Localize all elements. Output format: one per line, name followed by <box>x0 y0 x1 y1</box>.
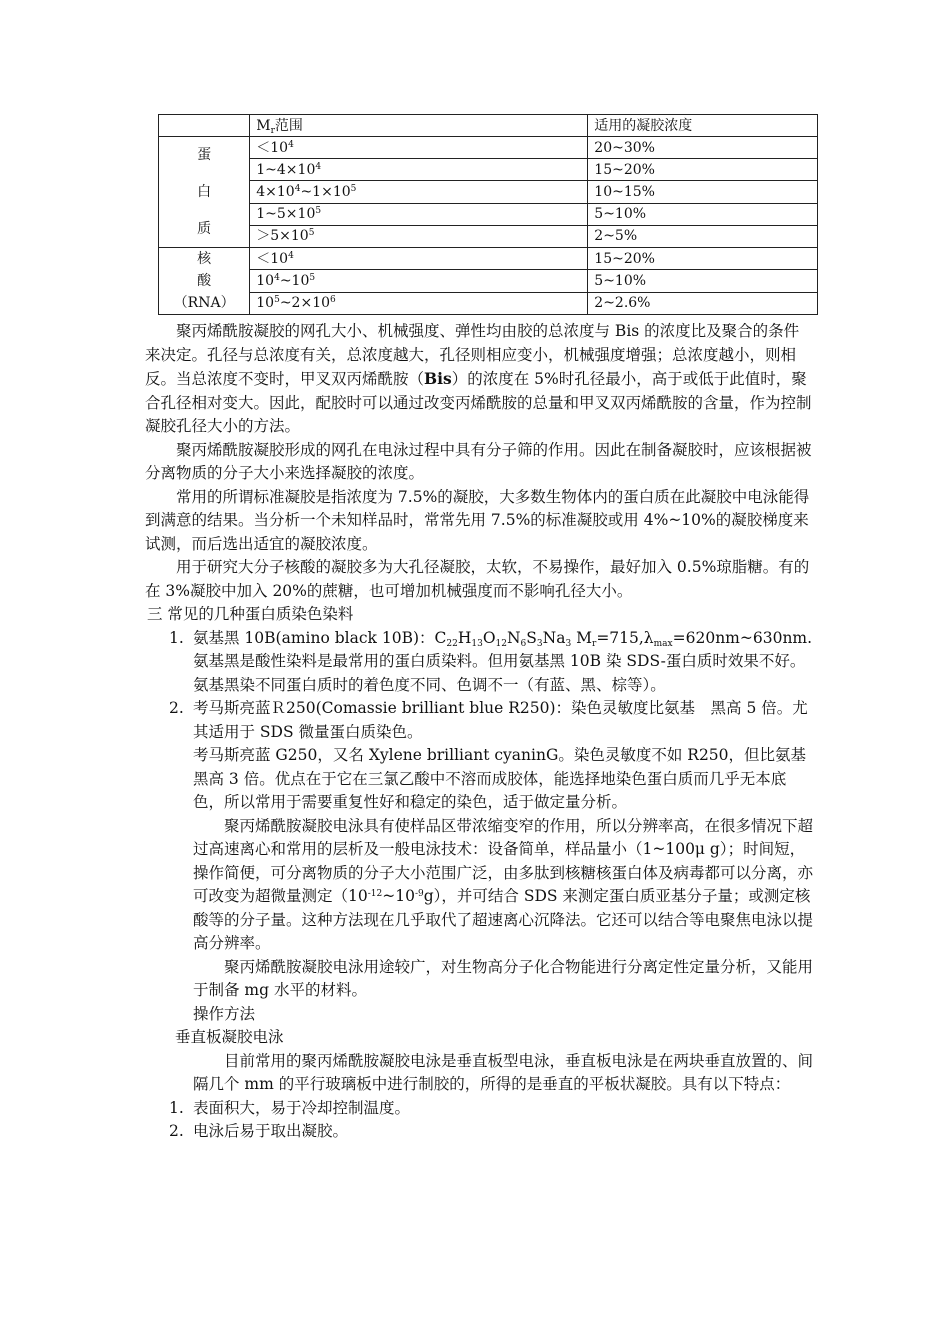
list-item-coomassie-r250 <box>145 697 813 744</box>
section-heading-staining-dyes: 三 常见的几种蛋白质染色染料 <box>147 605 354 623</box>
protein-label-char: 质 <box>197 220 212 237</box>
list-text: 电泳后易于取出凝胶。 <box>193 1122 349 1140</box>
formula-element: M <box>571 628 592 647</box>
range-text: 10 <box>256 272 275 289</box>
table-cell-concentration: 20~30% <box>588 137 818 159</box>
heading-vertical-gel: 垂直板凝胶电泳 <box>175 1028 284 1046</box>
formula-subscript: 6 <box>520 638 527 649</box>
formula-subscript: 12 <box>495 638 507 649</box>
header-cell-empty <box>159 115 250 137</box>
protein-label-char: 蛋 <box>197 147 212 164</box>
paragraph-vertical-slab: 目前常用的聚丙烯酰胺凝胶电泳是垂直板型电泳，垂直板电泳是在两块垂直放置的、间隔几个 mm 的平行玻璃板中进行制胶的，所得的是垂直的平板状凝胶。具有以下特点： <box>193 1051 814 1093</box>
range-exponent: 4 <box>288 250 294 261</box>
lambda-max-subscript: max <box>653 638 673 649</box>
table-cell-range <box>250 181 588 203</box>
table-cell-range <box>250 292 588 314</box>
na-label-char: （RNA） <box>173 295 235 311</box>
formula-text: =715,λ <box>596 628 654 647</box>
na-label-char: 核 <box>197 251 212 267</box>
table-row <box>159 181 818 203</box>
paragraph-text: 聚丙烯酰胺凝胶的网孔大小、机械强度、弹性均由胶的总浓度与 Bis 的浓度比及聚合的条件来决定。孔径与总浓度有关，总浓度越大，孔径则相应变小，机械强度增强；总浓度越小，则相反。当总浓度不变时，甲叉双丙烯酰胺（ <box>145 322 800 388</box>
list-number: 1. <box>169 1098 184 1117</box>
list-item-feature-1 <box>145 1097 813 1121</box>
table-cell-range <box>250 270 588 292</box>
paragraph-coomassie-g250: 考马斯亮蓝 G250，又名 Xylene brilliant cyaninG。染色灵敏度不如 R250，但比氨基黑高 3 倍。优点在于它在三氯乙酸中不溶而成胶体，能选择地染色蛋白质而几乎无本底色，所以常用于需要重复性好和稳定的染色，适于做定量分析。 <box>193 746 807 811</box>
range-exponent: 4 <box>274 272 280 283</box>
table-cell-range <box>250 203 588 225</box>
table-cell-concentration: 2~2.6% <box>588 292 818 314</box>
range-text: ~2×10 <box>279 295 331 312</box>
list-number: 2. <box>169 1122 184 1140</box>
list-item-feature-2 <box>145 1120 813 1144</box>
range-exponent: 4 <box>315 161 322 172</box>
paragraph-text: g），并可结合 SDS 来测定蛋白质亚基分子量；或测定核酸等的分子量。这种方法现在几乎取代了超速离心沉降法。它还可以结合等电聚焦电泳以提高分辨率。 <box>193 887 814 952</box>
gel-concentration-table <box>158 114 818 315</box>
table-cell-range <box>250 137 588 159</box>
list-text: 氨基黑 10B(amino black 10B)：C <box>193 628 447 647</box>
table-cell-range <box>250 225 588 247</box>
range-exponent: 4 <box>294 183 301 194</box>
range-text: ＜10 <box>256 250 289 267</box>
paragraph-nucleic-acid-gel: 用于研究大分子核酸的凝胶多为大孔径凝胶，太软，不易操作，最好加入 0.5%琼脂糖。有的在 3%凝胶中加入 20%的蔗糖，也可增加机械强度而不影响孔径大小。 <box>145 558 810 600</box>
formula-subscript: 22 <box>446 638 458 649</box>
range-exponent: 5 <box>274 295 280 306</box>
list-text: 考马斯亮蓝Ｒ250(Comassie brilliant blue R250)：染色灵敏度比氨基 黑高 5 倍。尤其适用于 SDS 微量蛋白质染色。 <box>193 699 808 741</box>
formula-element: N <box>506 628 521 647</box>
protein-group-label <box>159 137 250 248</box>
paragraph-standard-gel: 常用的所谓标准凝胶是指浓度为 7.5%的凝胶，大多数生物体内的蛋白质在此凝胶中电泳能得到满意的结果。当分析一个未知样品时，常常先用 7.5%的标准凝胶或用 4%~10%的凝胶梯度来试测，而后选出适宜的凝胶浓度。 <box>145 487 810 553</box>
table-cell-concentration: 2~5% <box>588 225 818 247</box>
table-row <box>159 292 818 314</box>
header-cell-gel-concentration: 适用的凝胶浓度 <box>588 115 818 137</box>
table-cell-concentration: 15~20% <box>588 159 818 181</box>
list-item-amino-black <box>145 627 813 698</box>
paragraph-page-uses: 聚丙烯酰胺凝胶电泳用途较广，对生物高分子化合物能进行分离定性定量分析，又能用于制备 mg 水平的材料。 <box>193 957 814 999</box>
list-text: =620nm~630nm.氨基黑是酸性染料是最常用的蛋白质染料。但用氨基黑 10B 染 SDS-蛋白质时效果不好。氨基黑染不同蛋白质时的着色度不同、色调不一（有蓝、黑、棕等）。 <box>193 628 813 694</box>
paragraph-gel-pore-size <box>145 320 813 439</box>
range-text: ~10 <box>279 272 310 289</box>
range-exponent: 5 <box>309 272 316 283</box>
table-row <box>159 248 818 270</box>
bis-bold-term: Bis <box>424 369 452 388</box>
list-text: 表面积大，易于冷却控制温度。 <box>193 1098 411 1117</box>
range-text: 10 <box>256 295 275 312</box>
range-exponent: 5 <box>308 228 315 239</box>
formula-element: O <box>482 628 496 647</box>
range-text: ~1×10 <box>300 183 351 200</box>
range-text: 1~4×10 <box>256 161 316 178</box>
table-row <box>159 225 818 247</box>
range-exponent: 5 <box>350 183 357 194</box>
table-cell-concentration: 15~20% <box>588 248 818 270</box>
table-cell-concentration: 5~10% <box>588 203 818 225</box>
range-label: 范围 <box>274 117 303 134</box>
formula-subscript: 13 <box>471 638 483 649</box>
table-row <box>159 159 818 181</box>
table-header-row <box>159 115 818 137</box>
heading-operation-method: 操作方法 <box>193 1004 256 1023</box>
range-exponent: 5 <box>315 206 322 217</box>
nucleic-acid-group-label <box>159 248 250 315</box>
body-text <box>145 320 813 1144</box>
list-number: 2. <box>169 699 184 717</box>
formula-subscript: r <box>592 638 597 649</box>
table-row <box>159 270 818 292</box>
range-text: ＞5×10 <box>256 228 309 245</box>
exponent: -12 <box>367 889 383 899</box>
table-cell-concentration: 10~15% <box>588 181 818 203</box>
na-label-char: 酸 <box>197 273 212 289</box>
formula-element: Na <box>542 628 566 647</box>
list-number: 1. <box>169 628 184 647</box>
range-text: 1~5×10 <box>256 206 316 223</box>
formula-subscript: 3 <box>565 638 572 649</box>
table-cell-range <box>250 248 588 270</box>
formula-element: S <box>526 628 537 647</box>
header-cell-mr-range <box>250 115 588 137</box>
paragraph-text: 聚丙烯酰胺凝胶电泳具有使样品区带浓缩变窄的作用，所以分辨率高，在很多情况下超过高速离心和常用的层析及一般电泳技术：设备简单，样品量小（1~100μ g）；时间短，操作简便，可分离物质的分子大小范围广泛，由多肽到核糖核蛋白体及病毒都可以分离，亦可改变为超微量测定（10 <box>193 816 814 905</box>
protein-label-char: 白 <box>197 183 212 200</box>
exponent: -9 <box>414 889 424 899</box>
range-text: 4×10 <box>256 183 295 200</box>
range-exponent: 6 <box>330 295 336 306</box>
paragraph-text: ~10 <box>382 887 415 905</box>
formula-subscript: 3 <box>536 638 543 649</box>
paragraph-text: ）的浓度在 5%时孔径最小，高于或低于此值时，聚合孔径相对变大。因此，配胶时可以通过改变丙烯酰胺的总量和甲叉双丙烯酰胺的含量，作为控制凝胶孔径大小的方法。 <box>145 370 812 435</box>
range-text: ＜10 <box>256 139 289 156</box>
paragraph-page-advantages <box>145 815 813 956</box>
mr-symbol: M <box>256 117 271 134</box>
range-exponent: 4 <box>288 139 294 150</box>
formula-element: H <box>457 628 472 647</box>
mr-subscript: r <box>270 125 275 136</box>
table-row <box>159 203 818 225</box>
table-row <box>159 137 818 159</box>
table-cell-concentration: 5~10% <box>588 270 818 292</box>
paragraph-molecular-sieve: 聚丙烯酰胺凝胶形成的网孔在电泳过程中具有分子筛的作用。因此在制备凝胶时，应该根据被分离物质的分子大小来选择凝胶的浓度。 <box>145 440 812 482</box>
table-cell-range <box>250 159 588 181</box>
